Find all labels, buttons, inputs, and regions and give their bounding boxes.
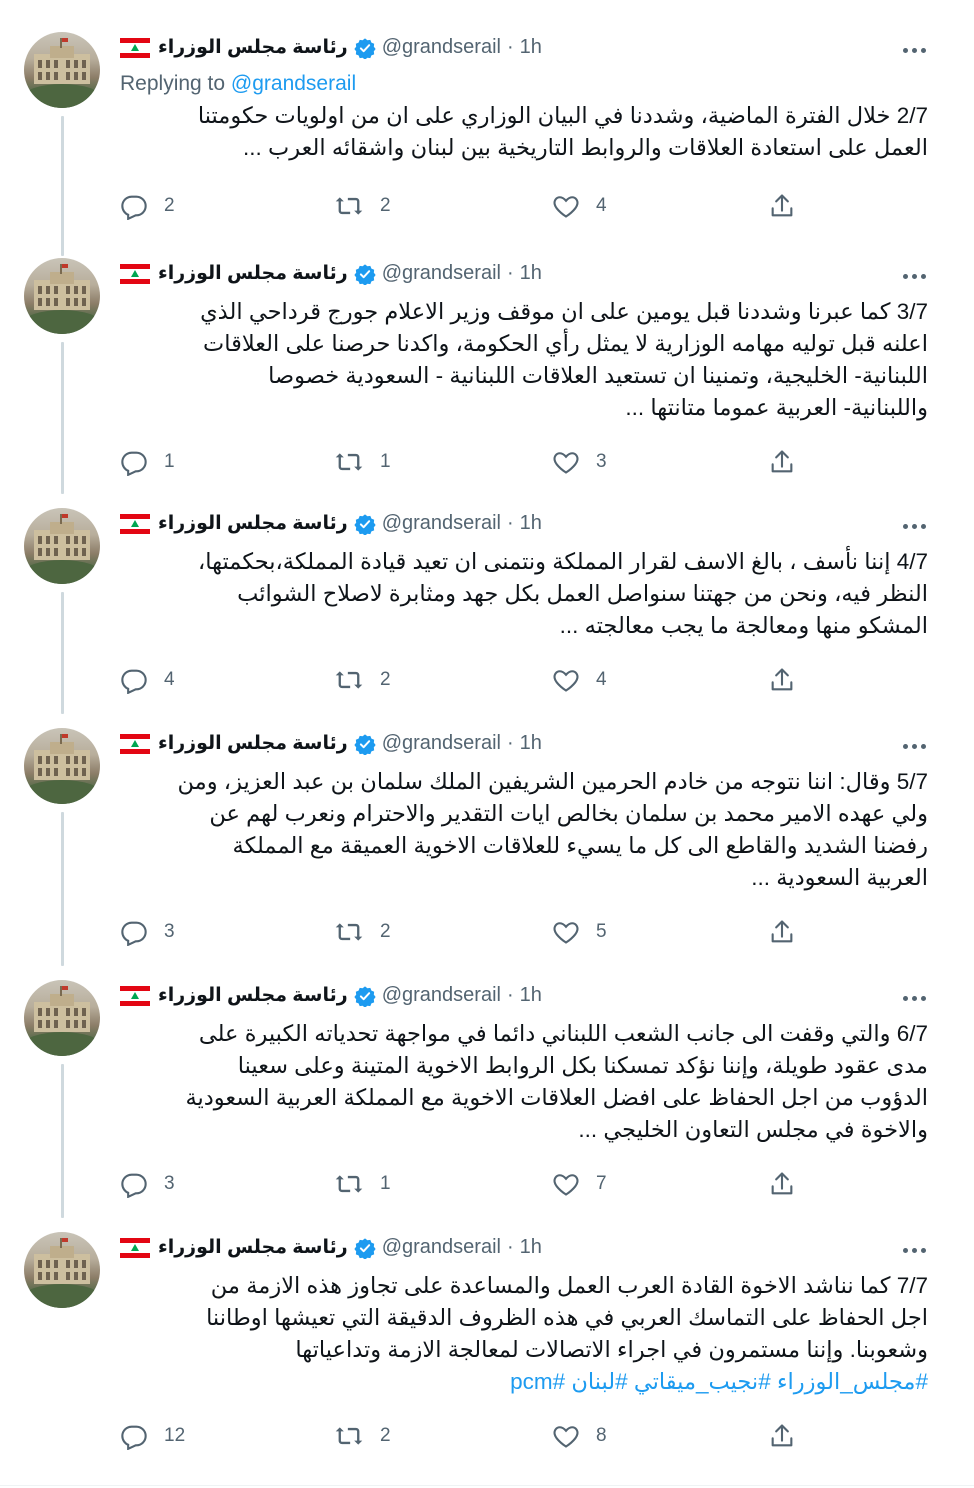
more-options-icon[interactable] bbox=[896, 512, 932, 540]
retweet-count: 2 bbox=[380, 1425, 391, 1446]
avatar[interactable] bbox=[24, 32, 100, 108]
author-name[interactable]: رئاسة مجلس الوزراء bbox=[158, 37, 348, 58]
retweet-button[interactable] bbox=[334, 912, 391, 952]
retweet-count: 1 bbox=[380, 451, 391, 472]
reply-count: 3 bbox=[164, 1173, 175, 1194]
share-icon bbox=[768, 1170, 796, 1198]
reply-button[interactable] bbox=[120, 442, 175, 482]
share-button[interactable] bbox=[768, 660, 796, 700]
tweet[interactable] bbox=[0, 494, 974, 714]
tweet[interactable] bbox=[0, 242, 974, 494]
tweet-time[interactable]: 1h bbox=[519, 262, 542, 284]
author-name[interactable]: رئاسة مجلس الوزراء bbox=[158, 985, 348, 1006]
thread-line bbox=[61, 116, 64, 256]
reply-count: 4 bbox=[164, 669, 175, 690]
reply-button[interactable] bbox=[120, 1416, 185, 1456]
author-handle[interactable]: @grandserail bbox=[381, 732, 501, 754]
share-icon bbox=[768, 1422, 796, 1450]
tweet-actions bbox=[120, 442, 928, 482]
building-photo-icon bbox=[24, 980, 100, 1056]
thread-line bbox=[61, 592, 64, 714]
lebanon-flag-icon bbox=[120, 264, 150, 284]
tweet-header bbox=[120, 978, 928, 1018]
share-button[interactable] bbox=[768, 1164, 796, 1204]
tweet-header bbox=[120, 256, 928, 296]
like-count: 7 bbox=[596, 1173, 607, 1194]
retweet-count: 1 bbox=[380, 1173, 391, 1194]
verified-badge-icon bbox=[354, 37, 376, 59]
reply-count: 1 bbox=[164, 451, 175, 472]
verified-badge-icon bbox=[354, 263, 376, 285]
verified-badge-icon bbox=[354, 513, 376, 535]
reply-icon bbox=[120, 192, 148, 220]
more-options-icon[interactable] bbox=[896, 262, 932, 290]
tweet-header bbox=[120, 30, 928, 70]
tweet-text: 7/7 كما نناشد الاخوة القادة العرب العمل والمساعدة على تجاوز هذه الازمة من اجل الحفاظ على التماسك العربي في هذه الظروف الدقيقة التي تعيشها اوطاننا وشعوبنا. وإننا مستمرون في اجراء الاتصالات لمعالجة الازمة وتداعياتها bbox=[206, 1273, 928, 1362]
retweet-count: 2 bbox=[380, 195, 391, 216]
tweet[interactable] bbox=[0, 966, 974, 1218]
share-button[interactable] bbox=[768, 186, 796, 226]
avatar[interactable] bbox=[24, 980, 100, 1056]
retweet-icon bbox=[334, 1170, 364, 1198]
lebanon-flag-icon bbox=[120, 514, 150, 534]
tweet-actions bbox=[120, 1416, 928, 1456]
thread-line bbox=[61, 1064, 64, 1218]
lebanon-flag-icon bbox=[120, 38, 150, 58]
separator-dot: · bbox=[506, 262, 514, 284]
author-handle[interactable]: @grandserail bbox=[381, 1236, 501, 1258]
tweet[interactable] bbox=[0, 714, 974, 966]
more-options-icon[interactable] bbox=[896, 36, 932, 64]
tweet-actions bbox=[120, 660, 928, 700]
reply-button[interactable] bbox=[120, 660, 175, 700]
avatar[interactable] bbox=[24, 258, 100, 334]
like-button[interactable] bbox=[552, 912, 607, 952]
verified-badge-icon bbox=[354, 1237, 376, 1259]
avatar[interactable] bbox=[24, 1232, 100, 1308]
reply-icon bbox=[120, 1422, 148, 1450]
tweet-actions bbox=[120, 1164, 928, 1204]
tweet-text: 6/7 والتي وقفت الى جانب الشعب اللبناني دائما في مواجهة تحدياته الكبيرة على مدى عقود طويلة، وإننا نؤكد تمسكنا بكل الروابط الاخوية المتينة وعلى سعينا الدؤوب من اجل الحفاظ على افضل العلاقات الاخوية مع المملكة العربية السعودية والاخوة في مجلس التعاون الخليجي ... bbox=[185, 1021, 928, 1142]
heart-icon bbox=[552, 448, 580, 476]
tweet-actions bbox=[120, 912, 928, 952]
share-icon bbox=[768, 918, 796, 946]
separator-dot: · bbox=[506, 36, 514, 58]
heart-icon bbox=[552, 1422, 580, 1450]
retweet-count: 2 bbox=[380, 921, 391, 942]
heart-icon bbox=[552, 918, 580, 946]
tweet-text: 3/7 كما عبرنا وشددنا قبل يومين على ان موقف وزير الاعلام جورج قرداحي الذي اعلنه قبل توليه مهامه الوزارية لا يمثل رأي الحكومة، واكدنا حرصنا على العلاقات اللبنانية- الخليجية، وتمنينا ان تستعيد العلاقات اللبنانية - السعودية خصوصا واللبنانية- العربية عموما متانتها ... bbox=[200, 299, 928, 420]
tweet-actions bbox=[120, 186, 928, 226]
verified-badge-icon bbox=[354, 985, 376, 1007]
author-handle[interactable]: @grandserail bbox=[381, 512, 501, 534]
author-handle[interactable]: @grandserail bbox=[381, 262, 501, 284]
tweet[interactable] bbox=[0, 0, 974, 242]
retweet-icon bbox=[334, 918, 364, 946]
more-options-icon[interactable] bbox=[896, 984, 932, 1012]
reply-icon bbox=[120, 448, 148, 476]
author-handle[interactable]: @grandserail bbox=[381, 36, 501, 58]
building-photo-icon bbox=[24, 508, 100, 584]
more-options-icon[interactable] bbox=[896, 1236, 932, 1264]
retweet-button[interactable] bbox=[334, 1164, 391, 1204]
retweet-icon bbox=[334, 1422, 364, 1450]
building-photo-icon bbox=[24, 1232, 100, 1308]
like-button[interactable] bbox=[552, 442, 607, 482]
separator-dot: · bbox=[506, 732, 514, 754]
lebanon-flag-icon bbox=[120, 734, 150, 754]
heart-icon bbox=[552, 1170, 580, 1198]
tweet-header bbox=[120, 506, 928, 546]
tweet-time[interactable]: 1h bbox=[519, 512, 542, 534]
tweet-text: 2/7 خلال الفترة الماضية، وشددنا في البيان الوزاري على ان من اولويات حكومتنا العمل على استعادة العلاقات والروابط التاريخية بين لبنان واشقائه العرب ... bbox=[197, 103, 928, 160]
tweet-time[interactable]: 1h bbox=[519, 732, 542, 754]
retweet-icon bbox=[334, 448, 364, 476]
reply-count: 2 bbox=[164, 195, 175, 216]
heart-icon bbox=[552, 192, 580, 220]
lebanon-flag-icon bbox=[120, 1238, 150, 1258]
share-icon bbox=[768, 192, 796, 220]
reply-icon bbox=[120, 666, 148, 694]
author-name[interactable]: رئاسة مجلس الوزراء bbox=[158, 513, 348, 534]
replying-to-handle[interactable]: @grandserail bbox=[230, 72, 357, 95]
heart-icon bbox=[552, 666, 580, 694]
share-icon bbox=[768, 666, 796, 694]
replying-to-label: Replying to bbox=[120, 72, 226, 95]
reply-count: 3 bbox=[164, 921, 175, 942]
retweet-button[interactable] bbox=[334, 442, 391, 482]
tweet-time[interactable]: 1h bbox=[519, 1236, 542, 1258]
reply-button[interactable] bbox=[120, 186, 175, 226]
share-button[interactable] bbox=[768, 442, 796, 482]
share-button[interactable] bbox=[768, 1416, 796, 1456]
retweet-count: 2 bbox=[380, 669, 391, 690]
like-count: 5 bbox=[596, 921, 607, 942]
author-name[interactable]: رئاسة مجلس الوزراء bbox=[158, 263, 348, 284]
separator-dot: · bbox=[506, 1236, 514, 1258]
like-count: 4 bbox=[596, 195, 607, 216]
avatar[interactable] bbox=[24, 728, 100, 804]
thread-line bbox=[61, 342, 64, 494]
separator-dot: · bbox=[506, 984, 514, 1006]
share-icon bbox=[768, 448, 796, 476]
author-handle[interactable]: @grandserail bbox=[381, 984, 501, 1006]
retweet-button[interactable] bbox=[334, 186, 391, 226]
building-photo-icon bbox=[24, 258, 100, 334]
avatar[interactable] bbox=[24, 508, 100, 584]
tweet-time[interactable]: 1h bbox=[519, 36, 542, 58]
retweet-button[interactable] bbox=[334, 660, 391, 700]
tweet-text: 5/7 وقال: اننا نتوجه من خادم الحرمين الشريفين الملك سلمان بن عبد العزيز، ومن ولي عهده الامير محمد بن سلمان بخالص ايات التقدير والاحترام ونعرب لهم عن رفضنا الشديد والقاطع الى كل ما يسيء للعلاقات الاخوية العميقة مع المملكة العربية السعودية ... bbox=[177, 769, 928, 890]
tweet[interactable] bbox=[0, 1218, 974, 1486]
more-options-icon[interactable] bbox=[896, 732, 932, 760]
reply-icon bbox=[120, 918, 148, 946]
tweet-header bbox=[120, 726, 928, 766]
tweet-header bbox=[120, 1230, 928, 1270]
retweet-icon bbox=[334, 192, 364, 220]
author-name[interactable]: رئاسة مجلس الوزراء bbox=[158, 1237, 348, 1258]
like-button[interactable] bbox=[552, 186, 607, 226]
verified-badge-icon bbox=[354, 733, 376, 755]
lebanon-flag-icon bbox=[120, 986, 150, 1006]
tweet-hashtags[interactable]: #مجلس_الوزراء #نجيب_ميقاتي #لبنان #pcm bbox=[510, 1369, 928, 1394]
thread-line bbox=[61, 812, 64, 966]
like-count: 4 bbox=[596, 669, 607, 690]
separator-dot: · bbox=[506, 512, 514, 534]
retweet-icon bbox=[334, 666, 364, 694]
reply-button[interactable] bbox=[120, 912, 175, 952]
tweet-text: 4/7 إننا نأسف ، بالغ الاسف لقرار المملكة ونتمنى ان تعيد قيادة المملكة،بحكمتها، النظر فيه، ونحن من جهتنا سنواصل العمل بكل جهد ومثابرة لاصلاح الشوائب المشكو منها ومعالجة ما يجب معالجته ... bbox=[198, 549, 928, 638]
reply-icon bbox=[120, 1170, 148, 1198]
share-button[interactable] bbox=[768, 912, 796, 952]
building-photo-icon bbox=[24, 32, 100, 108]
replying-to bbox=[120, 68, 928, 100]
like-count: 8 bbox=[596, 1425, 607, 1446]
retweet-button[interactable] bbox=[334, 1416, 391, 1456]
like-button[interactable] bbox=[552, 1416, 607, 1456]
reply-count: 12 bbox=[164, 1425, 186, 1446]
reply-button[interactable] bbox=[120, 1164, 175, 1204]
like-button[interactable] bbox=[552, 1164, 607, 1204]
tweet-time[interactable]: 1h bbox=[519, 984, 542, 1006]
building-photo-icon bbox=[24, 728, 100, 804]
like-button[interactable] bbox=[552, 660, 607, 700]
author-name[interactable]: رئاسة مجلس الوزراء bbox=[158, 733, 348, 754]
like-count: 3 bbox=[596, 451, 607, 472]
